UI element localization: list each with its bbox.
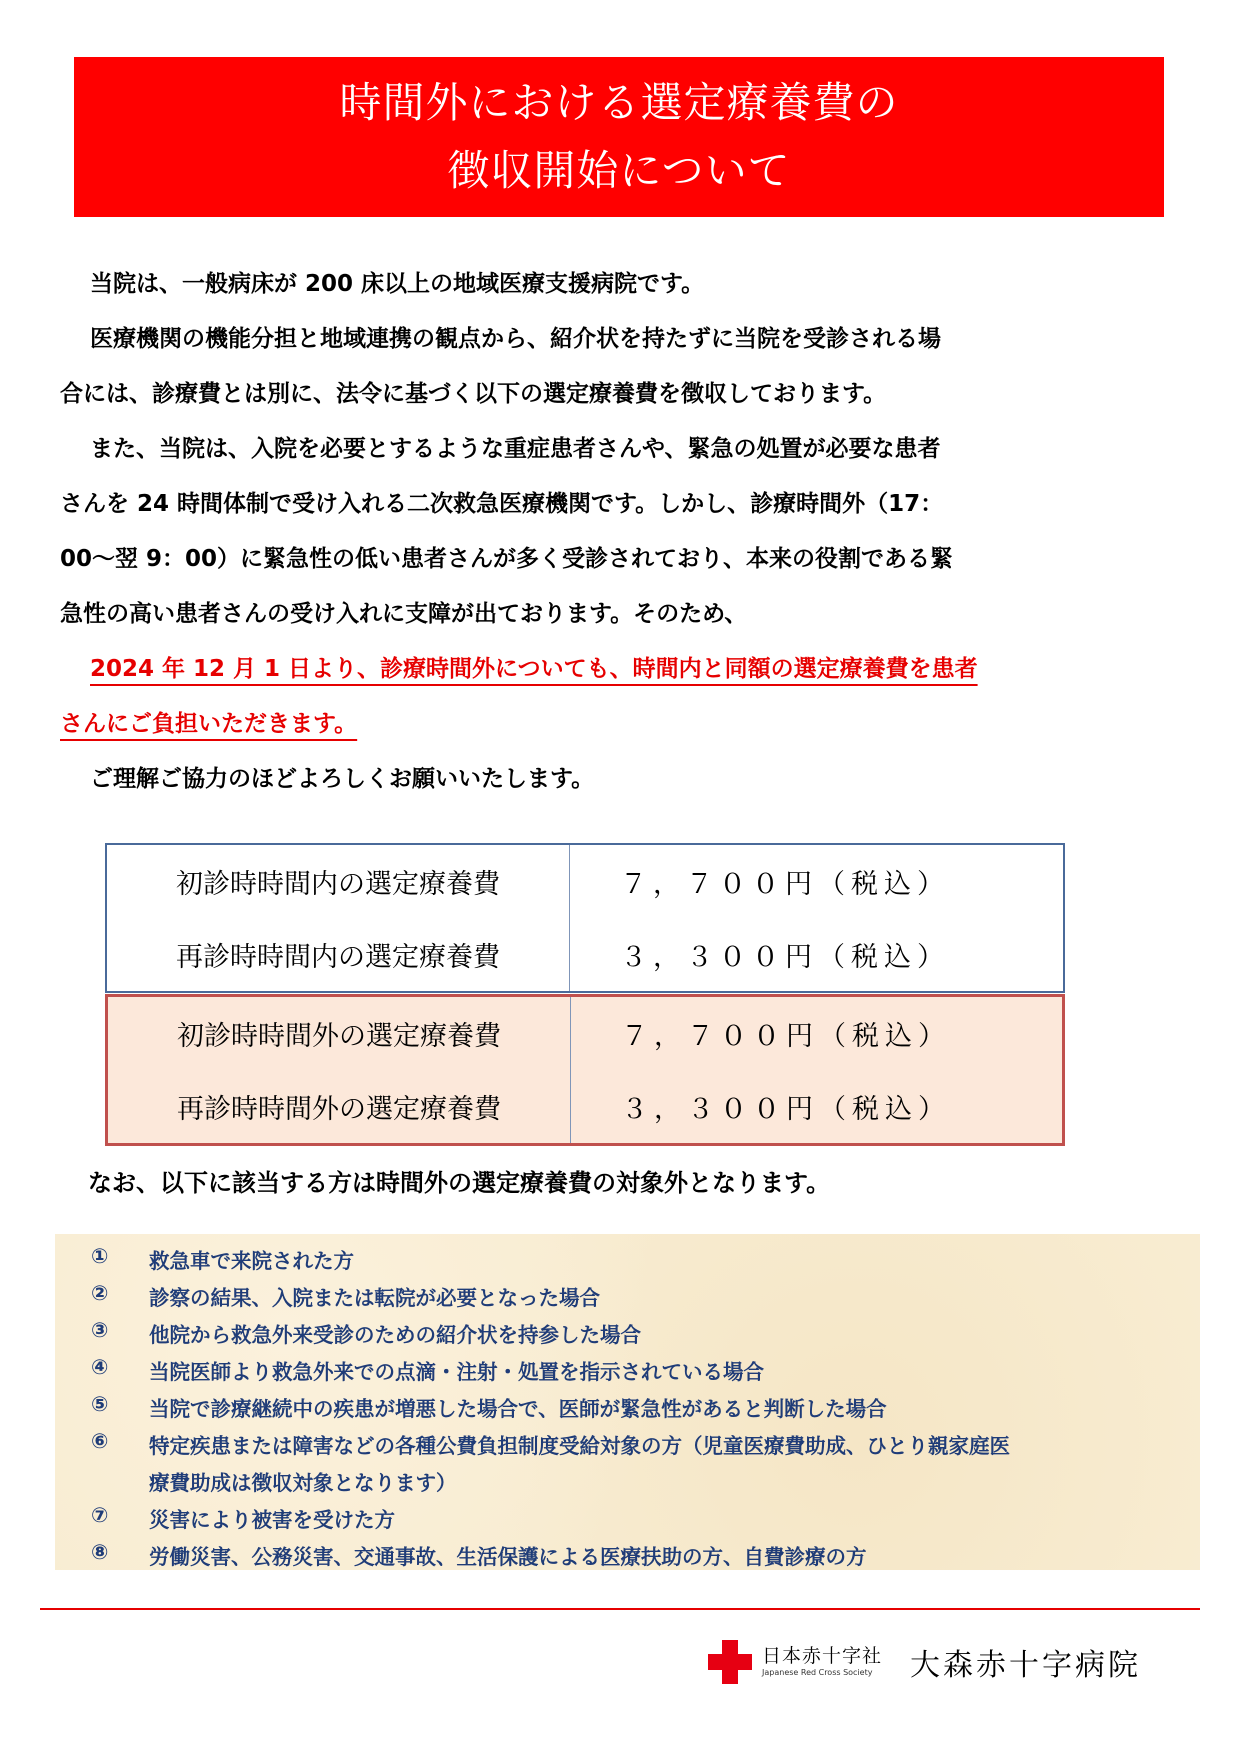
paragraph-3-line-1: また、当院は、入院を必要とするような重症患者さんや、緊急の処置が必要な患者 [90, 436, 941, 462]
intro-paragraph [60, 257, 1190, 807]
list-item [91, 1244, 354, 1274]
item-number: ⑦ [91, 1503, 109, 1527]
list-item [91, 1392, 887, 1422]
item-text: 当院で診療継続中の疾患が増悪した場合で、医師が緊急性があると判断した場合 [149, 1397, 887, 1421]
footer [708, 1640, 1141, 1684]
after-hours-fees [105, 994, 1065, 1146]
item-text: 救急車で来院された方 [149, 1249, 354, 1273]
title-line-2: 徴収開始について [447, 146, 791, 195]
item-number: ⑧ [91, 1540, 109, 1564]
list-item [91, 1355, 764, 1385]
list-item [91, 1540, 867, 1570]
fee-label: 再診時時間外の選定療養費 [108, 1070, 571, 1143]
paragraph-2-line-1: 医療機関の機能分担と地域連携の観点から、紹介状を持たずに当院を受診される場 [90, 326, 941, 352]
item-text: 災害により被害を受けた方 [149, 1508, 395, 1532]
highlight-notice-line-2: さんにご負担いただきます。 [60, 711, 358, 737]
paragraph-1: 当院は、一般病床が 200 床以上の地域医療支援病院です。 [90, 271, 705, 297]
fee-table [105, 843, 1065, 1146]
fee-label: 再診時時間内の選定療養費 [107, 918, 570, 991]
title-line-1: 時間外における選定療養費の [339, 78, 899, 127]
hospital-name: 大森赤十字病院 [910, 1648, 1142, 1683]
exclusion-list [55, 1234, 1200, 1570]
paragraph-3-line-3: 00～翌 9：00）に緊急性の低い患者さんが多く受診されており、本来の役割である緊 [60, 546, 954, 572]
item-text: 診察の結果、入院または転院が必要となった場合 [149, 1286, 600, 1310]
within-hours-fees [105, 843, 1065, 993]
list-item [91, 1429, 1010, 1459]
fee-label: 初診時時間内の選定療養費 [107, 845, 570, 918]
org-name-en: Japanese Red Cross Society [762, 1668, 873, 1677]
fee-value: ７，７００円（税込） [621, 1021, 951, 1052]
fee-row [108, 1070, 1062, 1143]
fee-value: ３，３００円（税込） [620, 942, 950, 973]
item-number: ③ [91, 1318, 109, 1342]
closing-text: ご理解ご協力のほどよろしくお願いいたします。 [90, 766, 595, 792]
fee-label: 初診時時間外の選定療養費 [108, 997, 571, 1070]
paragraph-2-line-2: 合には、診療費とは別に、法令に基づく以下の選定療養費を徴収しております。 [60, 381, 887, 407]
footer-divider [40, 1608, 1200, 1610]
jrc-logo-text [762, 1645, 882, 1679]
org-name-ja: 日本赤十字社 [762, 1645, 883, 1667]
highlight-notice-line-1: 2024 年 12 月 1 日より、診療時間外についても、時間内と同額の選定療養費を患者 [90, 656, 978, 682]
item-text: 特定疾患または障害などの各種公費負担制度受給対象の方（児童医療費助成、ひとり親家庭医 [149, 1434, 1010, 1458]
item-number: ⑤ [91, 1392, 109, 1416]
item-text: 当院医師より救急外来での点滴・注射・処置を指示されている場合 [149, 1360, 764, 1384]
item-number: ④ [91, 1355, 109, 1379]
title-banner [74, 57, 1164, 217]
paragraph-3-line-4: 急性の高い患者さんの受け入れに支障が出ております。そのため、 [60, 601, 748, 627]
item-text-continuation: 療費助成は徴収対象となります） [149, 1471, 457, 1495]
item-text: 他院から救急外来受診のための紹介状を持参した場合 [149, 1323, 641, 1347]
item-text: 労働災害、公務災害、交通事故、生活保護による医療扶助の方、自費診療の方 [149, 1545, 867, 1569]
fee-row [107, 918, 1063, 991]
list-item [91, 1281, 600, 1311]
item-number: ⑥ [91, 1429, 109, 1453]
item-number: ① [91, 1244, 109, 1268]
list-item [91, 1503, 395, 1533]
fee-row [107, 845, 1063, 918]
paragraph-3-line-2: さんを 24 時間体制で受け入れる二次救急医療機関です。しかし、診療時間外（17： [60, 491, 944, 517]
list-item [91, 1318, 641, 1348]
fee-value: ７，７００円（税込） [620, 869, 950, 900]
item-number: ② [91, 1281, 109, 1305]
exclusion-note: なお、以下に該当する方は時間外の選定療養費の対象外となります。 [88, 1169, 831, 1197]
fee-row [108, 997, 1062, 1070]
fee-value: ３，３００円（税込） [621, 1094, 951, 1125]
red-cross-icon [708, 1640, 752, 1684]
